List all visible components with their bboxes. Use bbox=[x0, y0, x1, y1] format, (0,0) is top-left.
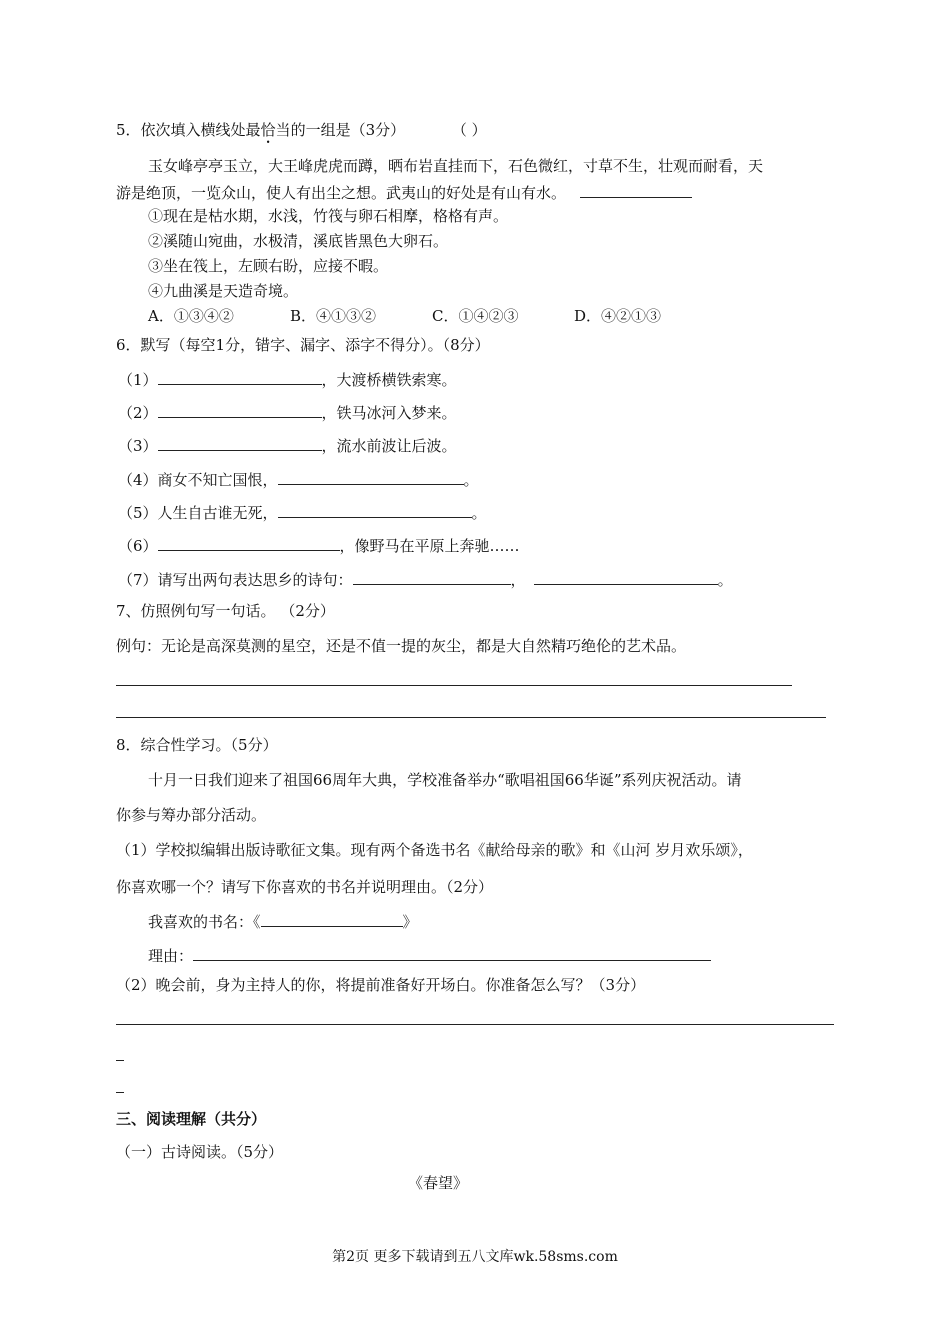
poem-title: 《春望》 bbox=[408, 1174, 469, 1192]
q6-blank-2[interactable] bbox=[158, 402, 322, 418]
q5-choice-c[interactable]: C．①④②③ bbox=[432, 307, 519, 325]
q5-option-3: ③坐在筏上，左顾右盼，应接不暇。 bbox=[148, 257, 389, 275]
q6-blank-7b[interactable] bbox=[534, 569, 718, 585]
q6-blank-6[interactable] bbox=[158, 535, 340, 551]
page-footer: 第2页 更多下载请到五八文库wk.58sms.com bbox=[332, 1249, 618, 1265]
q6-blank-3[interactable] bbox=[158, 435, 322, 451]
q7-answer-line-2[interactable] bbox=[116, 717, 826, 718]
q5-dotted-emphasis: 最恰当 bbox=[245, 121, 291, 139]
q6-item-3: （3） ，流水前波让后波。 bbox=[118, 437, 457, 455]
q5-option-2: ②溪随山宛曲，水极清，溪底皆黑色大卵石。 bbox=[148, 232, 449, 250]
q6-title: 6．默写（每空1分，错字、漏字、添字不得分）。（8分） bbox=[116, 336, 490, 354]
q5-answer-paren: （ ） bbox=[451, 121, 487, 139]
q6-item-2: （2） ，铁马冰河入梦来。 bbox=[118, 404, 457, 422]
q6-item-1: （1） ，大渡桥横铁索寒。 bbox=[118, 371, 457, 389]
q8-reason-blank[interactable] bbox=[193, 945, 711, 961]
q8-sub1-line2: 你喜欢哪一个？请写下你喜欢的书名并说明理由。（2分） bbox=[116, 878, 494, 896]
q8-favorite-blank[interactable] bbox=[261, 911, 403, 927]
q6-item-7: （7）请写出两句表达思乡的诗句： ， 。 bbox=[118, 571, 733, 589]
q5-option-4: ④九曲溪是天造奇境。 bbox=[148, 282, 299, 300]
q5-choice-b[interactable]: B．④①③② bbox=[290, 307, 377, 325]
q6-blank-4[interactable] bbox=[278, 469, 464, 485]
q5-choice-a[interactable]: A．①③④② bbox=[148, 307, 234, 325]
q7-title: 7、仿照例句写一句话。 （2分） bbox=[116, 602, 335, 620]
section3-subtitle: （一）古诗阅读。（5分） bbox=[116, 1143, 284, 1161]
q6-blank-7a[interactable] bbox=[353, 569, 511, 585]
q5-passage-line2: 游是绝顶，一览众山，使人有出尘之想。武夷山的好处是有山有水。 bbox=[116, 182, 692, 203]
q8-favorite-title: 我喜欢的书名：《 》 bbox=[148, 913, 418, 931]
q7-answer-line-1[interactable] bbox=[116, 685, 792, 686]
q8-reason: 理由： bbox=[148, 945, 711, 966]
q6-blank-1[interactable] bbox=[158, 369, 322, 385]
q8-answer-mark-1 bbox=[116, 1060, 124, 1061]
q5-blank[interactable] bbox=[580, 182, 692, 198]
q7-example: 例句：无论是高深莫测的星空，还是不值一提的灰尘，都是大自然精巧绝伦的艺术品。 bbox=[116, 637, 687, 655]
q6-item-5: （5）人生自古谁无死， 。 bbox=[118, 504, 487, 522]
q5-choice-d[interactable]: D．④②①③ bbox=[574, 307, 662, 325]
q6-item-6: （6） ，像野马在平原上奔驰…… bbox=[118, 537, 520, 555]
q5-stem: 5．依次填入横线处最恰当的一组是（3分） （ ） bbox=[116, 121, 487, 139]
q8-intro-line1: 十月一日我们迎来了祖国66周年大典，学校准备举办“歌唱祖国66华诞”系列庆祝活动。请 bbox=[148, 771, 742, 789]
q8-answer-line[interactable] bbox=[116, 1024, 834, 1025]
section3-title: 三、阅读理解（共分） bbox=[116, 1110, 267, 1128]
q5-option-1: ①现在是枯水期，水浅，竹筏与卵石相摩，格格有声。 bbox=[148, 207, 509, 225]
q8-title: 8．综合性学习。（5分） bbox=[116, 736, 278, 754]
q8-sub1-line1: （1）学校拟编辑出版诗歌征文集。现有两个备选书名《献给母亲的歌》和《山河 岁月欢乐颂》， bbox=[116, 841, 753, 859]
q8-answer-mark-2 bbox=[116, 1092, 124, 1093]
q6-item-4: （4）商女不知亡国恨， 。 bbox=[118, 471, 479, 489]
q8-sub2: （2）晚会前，身为主持人的你，将提前准备好开场白。你准备怎么写？（3分） bbox=[116, 976, 646, 994]
q5-passage-line1: 玉女峰亭亭玉立，大王峰虎虎而蹲，晒布岩直挂而下，石色微红，寸草不生，壮观而耐看，天 bbox=[148, 157, 764, 175]
q8-intro-line2: 你参与筹办部分活动。 bbox=[116, 806, 267, 824]
q6-blank-5[interactable] bbox=[278, 502, 472, 518]
